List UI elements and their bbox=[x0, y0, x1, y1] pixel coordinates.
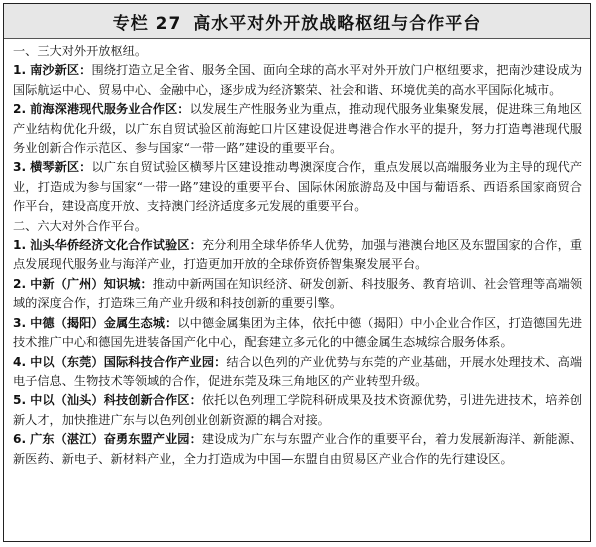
list-item bbox=[13, 353, 582, 392]
item-text: 推动中新两国在知识经济、研发创新、科技服务、教育培训、社会管理等高端领域的深度合作，打造珠三角产业升级和科技创新的重要引擎。 bbox=[13, 276, 583, 311]
item-separator: ： bbox=[79, 160, 92, 175]
list-item bbox=[13, 100, 582, 158]
item-number: 6. bbox=[13, 432, 27, 447]
item-number: 3. bbox=[13, 160, 27, 175]
item-text: 以广东自贸试验区横琴片区建设推动粤澳深度合作，重点发展以高端服务业为主导的现代产业，打造成为参与国家“一带一路”建设的重要平台、国际休闲旅游岛及中国与葡语系、西语系国家商贸合作平台，建设高度开放、支持澳门经济适度多元发展的重要平台。 bbox=[13, 160, 583, 214]
list-item bbox=[13, 275, 582, 314]
column-box bbox=[3, 3, 591, 542]
item-text: 以发展生产性服务业为重点，推动现代服务业集聚发展，促进珠三角地区产业结构优化升级，以广东自贸试验区前海蛇口片区建设促进粤港合作水平的提升，努力打造粤港现代服务业创新合作示范区、参与国家“一带一路”建设的重要平台。 bbox=[13, 102, 583, 156]
column-body bbox=[4, 39, 590, 469]
section-hubs bbox=[13, 42, 582, 217]
item-number: 5. bbox=[13, 393, 27, 408]
item-separator: ： bbox=[189, 393, 202, 408]
section-heading: 二、六大对外合作平台。 bbox=[13, 218, 148, 233]
item-separator: ： bbox=[189, 238, 202, 253]
item-name: 中以（东莞）国际科技合作产业园 bbox=[30, 354, 215, 369]
item-number: 1. bbox=[13, 63, 27, 78]
item-separator: ： bbox=[79, 63, 92, 78]
item-separator: ： bbox=[214, 354, 227, 369]
item-separator: ： bbox=[177, 102, 190, 117]
section-platforms bbox=[13, 217, 582, 469]
item-text: 围绕打造立足全省、服务全国、面向全球的高水平对外开放门户枢纽要求，把南沙建设成为国际航运中心、贸易中心、金融中心，逐步成为经济繁荣、社会和谐、环境优美的高水平国际化城市。 bbox=[13, 63, 583, 97]
item-text: 建设成为广东与东盟产业合作的重要平台，着力发展新海洋、新能源、新医药、新电子、新材料产业，全力打造成为中国—东盟自由贸易区产业合作的先行建设区。 bbox=[13, 432, 583, 466]
column-number: 专栏 27 bbox=[112, 13, 182, 34]
item-name: 中德（揭阳）金属生态城 bbox=[30, 315, 166, 330]
list-item bbox=[13, 314, 582, 353]
column-title bbox=[4, 4, 590, 39]
item-name: 汕头华侨经济文化合作试验区 bbox=[30, 238, 190, 253]
list-item bbox=[13, 158, 582, 216]
item-number: 4. bbox=[13, 354, 27, 369]
item-name: 前海深港现代服务业合作区 bbox=[30, 102, 178, 117]
item-text: 充分利用全球华侨华人优势，加强与港澳台地区及东盟国家的合作，重点发展现代服务业与海洋产业，打造更加开放的全球侨资侨智集聚发展平台。 bbox=[13, 238, 583, 272]
item-number: 2. bbox=[13, 102, 27, 117]
item-name: 广东（湛江）奋勇东盟产业园 bbox=[30, 432, 190, 447]
item-number: 1. bbox=[13, 238, 27, 253]
item-name: 中以（汕头）科技创新合作区 bbox=[30, 393, 190, 408]
item-text: 依托以色列理工学院科研成果及技术资源优势，引进先进技术，培养创新人才，加快推进广东与以色列创业创新资源的耦合对接。 bbox=[13, 393, 583, 427]
list-item bbox=[13, 430, 582, 469]
item-text: 结合以色列的产业优势与东莞的产业基础，开展水处理技术、高端电子信息、生物技术等领域的合作，促进东莞及珠三角地区的产业转型升级。 bbox=[13, 354, 583, 388]
list-item bbox=[13, 236, 582, 275]
item-number: 3. bbox=[13, 315, 27, 330]
item-name: 横琴新区 bbox=[30, 160, 80, 175]
item-number: 2. bbox=[13, 276, 27, 291]
item-name: 中新（广州）知识城 bbox=[30, 276, 141, 291]
column-title-text: 高水平对外开放战略枢纽与合作平台 bbox=[193, 13, 482, 34]
list-item bbox=[13, 391, 582, 430]
item-name: 南沙新区 bbox=[30, 63, 80, 78]
section-heading: 一、三大对外开放枢纽。 bbox=[13, 44, 148, 58]
item-separator: ： bbox=[140, 276, 153, 291]
item-text: 以中德金属集团为主体，依托中德（揭阳）中小企业合作区，打造德国先进技术推广中心和德国先进装备国产化中心，配套建立多元化的中德金属生态城综合服务体系。 bbox=[13, 315, 583, 350]
item-separator: ： bbox=[189, 432, 202, 447]
list-item bbox=[13, 61, 582, 100]
item-separator: ： bbox=[165, 315, 178, 330]
